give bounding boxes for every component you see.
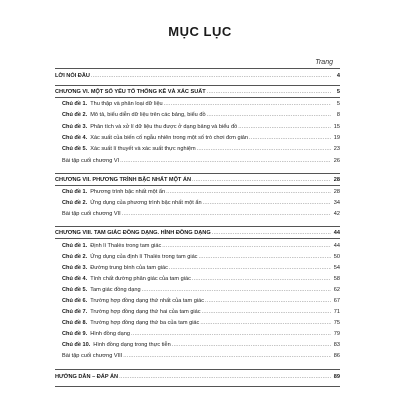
leader-dots <box>169 264 331 273</box>
entry-label: Phân tích và xử lí dữ liệu thu được ở dạng bảng và biểu đồ <box>90 124 238 130</box>
entry-page: 58 <box>333 276 340 282</box>
entry-page: 67 <box>333 298 340 304</box>
entry-label: Xác suất của biến cố ngẫu nhiên trong một số trò chơi đơn giản <box>90 135 249 141</box>
leader-dots <box>238 123 331 132</box>
topic-number: Chủ đề 6. <box>62 298 88 304</box>
entry-label: Trường hợp đồng dạng thứ ba của tam giác <box>90 320 200 326</box>
leader-dots <box>164 100 331 109</box>
topic-number: Chủ đề 1. <box>62 101 88 107</box>
entry-label: Định lí Thalès trong tam giác <box>90 243 162 249</box>
topic-number: Chủ đề 7. <box>62 309 88 315</box>
entry-label: Hình đồng dạng <box>90 331 130 337</box>
divider <box>55 173 340 174</box>
leader-dots <box>200 319 331 328</box>
topic-number: Chủ đề 2. <box>62 254 88 260</box>
entry-label: Đường trung bình của tam giác <box>90 265 168 271</box>
toc-entry-foreword[interactable] <box>55 72 340 81</box>
entry-label: Hình đồng dạng trong thực tiễn <box>93 342 171 348</box>
leader-dots <box>91 72 331 81</box>
entry-page: 44 <box>333 243 340 249</box>
toc-entry-6-1[interactable] <box>62 100 340 109</box>
entry-page: 54 <box>333 265 340 271</box>
entry-page: 50 <box>333 254 340 260</box>
leader-dots <box>120 157 331 166</box>
entry-label: HƯỚNG DẪN – ĐÁP ÁN <box>55 374 119 380</box>
toc-entry-8-10[interactable] <box>62 341 340 350</box>
leader-dots <box>122 210 331 219</box>
entry-page: 86 <box>333 353 340 359</box>
entry-label: CHƯƠNG VIII. TAM GIÁC ĐỒNG DẠNG. HÌNH ĐỒNG DẠNG <box>55 230 211 236</box>
topic-number: Chủ đề 5. <box>62 146 88 152</box>
leader-dots <box>142 286 331 295</box>
leader-dots <box>192 275 331 284</box>
entry-page: 71 <box>333 309 340 315</box>
entry-page: 15 <box>333 124 340 130</box>
topic-number: Chủ đề 1. <box>62 243 88 249</box>
toc-entry-8-7[interactable] <box>62 308 340 317</box>
leader-dots <box>119 373 331 382</box>
leader-dots <box>202 308 331 317</box>
entry-label: Xác suất lí thuyết và xác suất thực nghiệm <box>90 146 196 152</box>
toc-entry-7-1[interactable] <box>62 188 340 197</box>
leader-dots <box>207 88 331 97</box>
entry-label: Thu thập và phân loại dữ liệu <box>90 101 163 107</box>
leader-dots <box>197 145 331 154</box>
topic-number: Chủ đề 5. <box>62 287 88 293</box>
entry-page: 4 <box>336 73 340 79</box>
entry-page: 26 <box>333 158 340 164</box>
entry-label: Trường hợp đồng dạng thứ nhất của tam giác <box>90 298 205 304</box>
entry-page: 89 <box>333 374 340 380</box>
entry-page: 83 <box>333 342 340 348</box>
entry-label: CHƯƠNG VI. MỘT SỐ YẾU TỐ THỐNG KÊ VÀ XÁC SUẤT <box>55 89 206 95</box>
topic-number: Chủ đề 4. <box>62 276 88 282</box>
topic-number: Chủ đề 1. <box>62 189 88 195</box>
topic-number: Chủ đề 10. <box>62 342 91 348</box>
entry-label: Tính chất đường phân giác của tam giác <box>90 276 191 282</box>
toc-entry-chapter-7[interactable] <box>55 176 340 185</box>
page-title: MỤC LỤC <box>168 24 232 39</box>
leader-dots <box>207 111 331 120</box>
topic-number: Chủ đề 9. <box>62 331 88 337</box>
toc-entry-6-4[interactable] <box>62 134 340 143</box>
entry-page: 19 <box>333 135 340 141</box>
page-column-label: Trang <box>315 59 333 66</box>
toc-entry-8-5[interactable] <box>62 286 340 295</box>
entry-label: Bài tập cuối chương VI <box>62 158 120 164</box>
toc-entry-chapter-8[interactable] <box>55 229 340 238</box>
entry-label: Ứng dụng của định lí Thalès trong tam giác <box>90 254 198 260</box>
entry-page: 28 <box>333 177 340 183</box>
toc-entry-6-2[interactable] <box>62 111 340 120</box>
toc-entry-8-review[interactable] <box>62 352 340 361</box>
entry-label: Trường hợp đồng dạng thứ hai của tam giác <box>90 309 201 315</box>
entry-label: Bài tập cuối chương VIII <box>62 353 123 359</box>
divider <box>55 85 340 86</box>
toc-entry-answers[interactable] <box>55 373 340 382</box>
toc-entry-7-review[interactable] <box>62 210 340 219</box>
leader-dots <box>166 188 331 197</box>
toc-entry-8-6[interactable] <box>62 297 340 306</box>
entry-page: 8 <box>336 112 340 118</box>
leader-dots <box>203 199 331 208</box>
topic-number: Chủ đề 8. <box>62 320 88 326</box>
divider <box>55 97 340 98</box>
leader-dots <box>162 242 331 251</box>
divider <box>55 369 340 370</box>
entry-page: 5 <box>336 89 340 95</box>
toc-entry-8-8[interactable] <box>62 319 340 328</box>
entry-page: 23 <box>333 146 340 152</box>
divider <box>55 68 340 69</box>
toc-entry-8-2[interactable] <box>62 253 340 262</box>
topic-number: Chủ đề 4. <box>62 135 88 141</box>
entry-page: 79 <box>333 331 340 337</box>
entry-page: 44 <box>333 230 340 236</box>
toc-entry-6-3[interactable] <box>62 123 340 132</box>
entry-label: Ứng dụng của phương trình bậc nhất một ẩn <box>90 200 202 206</box>
leader-dots <box>198 253 331 262</box>
entry-label: Bài tập cuối chương VII <box>62 211 121 217</box>
entry-label: LỜI NÓI ĐẦU <box>55 73 90 79</box>
entry-page: 75 <box>333 320 340 326</box>
topic-number: Chủ đề 3. <box>62 124 88 130</box>
leader-dots <box>205 297 331 306</box>
entry-label: Mô tả, biểu diễn dữ liệu trên các bảng, biểu đồ <box>90 112 206 118</box>
toc-entry-8-3[interactable] <box>62 264 340 273</box>
toc-entry-8-1[interactable] <box>62 242 340 251</box>
entry-label: Tam giác đồng dạng <box>90 287 141 293</box>
entry-label: Phương trình bậc nhất một ẩn <box>90 189 166 195</box>
entry-label: CHƯƠNG VII. PHƯƠNG TRÌNH BẬC NHẤT MỘT ẨN <box>55 177 191 183</box>
divider <box>55 386 340 387</box>
entry-page: 34 <box>333 200 340 206</box>
toc-entry-7-2[interactable] <box>62 199 340 208</box>
toc-entry-8-4[interactable] <box>62 275 340 284</box>
leader-dots <box>131 330 331 339</box>
leader-dots <box>212 229 331 238</box>
leader-dots <box>192 176 331 185</box>
entry-page: 42 <box>333 211 340 217</box>
divider <box>55 226 340 227</box>
topic-number: Chủ đề 2. <box>62 112 88 118</box>
divider <box>55 185 340 186</box>
entry-page: 5 <box>336 101 340 107</box>
toc-entry-chapter-6[interactable] <box>55 88 340 97</box>
entry-page: 28 <box>333 189 340 195</box>
leader-dots <box>123 352 331 361</box>
entry-page: 62 <box>333 287 340 293</box>
leader-dots <box>172 341 331 350</box>
toc-entry-8-9[interactable] <box>62 330 340 339</box>
leader-dots <box>249 134 331 143</box>
topic-number: Chủ đề 2. <box>62 200 88 206</box>
divider <box>55 238 340 239</box>
topic-number: Chủ đề 3. <box>62 265 88 271</box>
toc-entry-6-5[interactable] <box>62 145 340 154</box>
toc-entry-6-review[interactable] <box>62 157 340 166</box>
